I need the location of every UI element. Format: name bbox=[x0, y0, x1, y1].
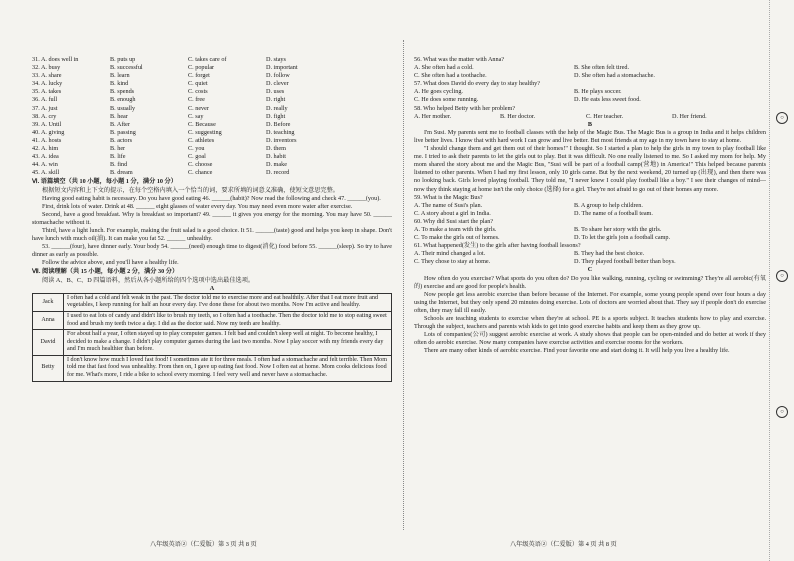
question-56-options: C. She often had a toothache. D. She often had a stomachache. bbox=[414, 72, 655, 80]
question-61: 61. What happened(发生) to the girls after having football lessons? bbox=[414, 242, 581, 250]
cloze-option: C. forget bbox=[188, 72, 210, 80]
cloze-option: B. successful bbox=[110, 64, 143, 72]
cloze-option: 37. A. just bbox=[32, 104, 58, 112]
cloze-option-row bbox=[32, 80, 392, 88]
cloze-option: B. dream bbox=[110, 169, 133, 177]
question-59-options: C. A story about a girl in India. D. The name of a football team. bbox=[414, 209, 653, 217]
cloze-option: B. spends bbox=[110, 88, 135, 96]
cloze-option: D. inventors bbox=[266, 136, 297, 144]
cloze-option: C. goal bbox=[188, 153, 206, 161]
cloze-option-row bbox=[32, 121, 392, 129]
binding-hole-marker: ○ bbox=[776, 270, 788, 282]
section-6-instructions: 根据短文内容和上下文的提示，在每个空格内填入一个恰当的词，要求所填的词意义准确，使短文意思完整。 bbox=[42, 186, 339, 194]
cloze-option-row bbox=[32, 56, 392, 64]
cloze-option-row bbox=[32, 129, 392, 137]
table-row bbox=[33, 293, 392, 311]
cloze-option-row bbox=[32, 145, 392, 153]
question-58: 58. Who helped Betty with her problem? bbox=[414, 104, 516, 112]
cloze-option: 39. A. Until bbox=[32, 120, 62, 128]
table-row bbox=[33, 330, 392, 356]
cloze-option: 32. A. busy bbox=[32, 64, 61, 72]
passage-b-label: B bbox=[587, 120, 593, 128]
question-59-options: A. The name of Susi's plan. B. A group to help children. bbox=[414, 201, 643, 209]
passage-c-paragraph: Now people get less aerobic exercise than before because of the Internet. For example, some young people spend over four hours a day using the Internet, but they only spend 20 minutes doing exercise. Lots of doctors are worried about that. They say if people don't do exercise often, they may fall ill easily. bbox=[414, 290, 766, 314]
cloze-option: D. fight bbox=[266, 112, 286, 120]
binding-hole-marker: ○ bbox=[776, 112, 788, 124]
cloze-option: C. say bbox=[188, 112, 204, 120]
binding-hole-marker: ○ bbox=[776, 406, 788, 418]
cloze-option: B. hear bbox=[110, 112, 128, 120]
cloze-option-row bbox=[32, 96, 392, 104]
passage-b-paragraph: "I should change them and get them out of their homes!" I thought. So I started a plan to help the girls in my town to play football like me. I tried to ask their parents to let the girls out to play. But it was difficult. No one really listened to me. So I asked my mom for help. My mom shared the story about me and the Magic Bus, "Susi will be part of a football camp(营地) in America!" This helped because parents listened to other parents. When I had my first lesson, only 10 girls came. But by the next weekend, 20 turned up (出现), and then there was no looking back. Girls loved playing football. They told me, "I never knew I could play football like a boy." I see their changes of mind—now they think staying at home isn't the only choice (选择) for a girl. They're not afraid to go out of their homes any more. bbox=[414, 145, 766, 193]
question-56: 56. What was the matter with Anna? bbox=[414, 56, 505, 63]
fill-in-paragraph: 53. ______(four), have dinner early. Your body 54. ______(need) enough time to digest(消化) food before 55. ______(sleep). So try to have dinner as early as possible. bbox=[32, 243, 392, 259]
passage-c-paragraph: Schools are teaching students to exercise when they're at school. PE is a sports subject. It teaches students how to play and exercise. Through the subject, teachers and parents wish kids to get into good exercise habits and keep them as they grow up. bbox=[414, 315, 766, 331]
cloze-options-list bbox=[32, 56, 392, 177]
cloze-option: C. choose bbox=[188, 161, 213, 169]
passage-a-label: A bbox=[209, 284, 215, 292]
question-61-options: C. They chose to stay at home. D. They played football better than boys. bbox=[414, 258, 676, 266]
cloze-option: 43. A. idea bbox=[32, 153, 59, 161]
passage-c-paragraph: There are many other kinds of aerobic exercise. Find your favorite one and start doing it. It will help you live a healthy life. bbox=[424, 347, 730, 355]
cloze-option: 35. A. takes bbox=[32, 88, 62, 96]
cloze-option: C. athletes bbox=[188, 136, 215, 144]
cloze-option-row bbox=[32, 137, 392, 145]
cloze-option: B. learn bbox=[110, 72, 130, 80]
cloze-option: B. actors bbox=[110, 136, 132, 144]
cloze-option-row bbox=[32, 105, 392, 113]
cloze-option: 38. A. cry bbox=[32, 112, 57, 120]
cloze-option: 33. A. share bbox=[32, 72, 62, 80]
left-column bbox=[32, 56, 392, 382]
cloze-option: B. usually bbox=[110, 104, 136, 112]
person-text-cell: I often had a cold and felt weak in the past. The doctor told me to exercise more and eat healthily. After that I eat more fruit and vegetables, I keep running for half an hour every day. I've done these for about two months. Now I'm active and healthy. bbox=[64, 293, 392, 311]
question-60: 60. Why did Susi start the plan? bbox=[414, 217, 494, 225]
passage-c-paragraph: Lots of companies(公司) suggest aerobic exercise at work. A study shows that people can be open-minded and do better at work if they often do aerobic exercise. Now many companies have exercise activities and exercise rooms for the workers. bbox=[414, 331, 766, 347]
cloze-option: D. them bbox=[266, 145, 286, 153]
right-column bbox=[414, 56, 766, 355]
cloze-option: 45. A. skill bbox=[32, 169, 60, 177]
question-59: 59. What is the Magic Bus? bbox=[414, 193, 483, 201]
question-60-options: A. To make a team with the girls. B. To share her story with the girls. bbox=[414, 225, 662, 233]
cloze-option: C. popular bbox=[188, 64, 215, 72]
cloze-option-row bbox=[32, 113, 392, 121]
cloze-option: B. puts up bbox=[110, 56, 136, 63]
cloze-option: C. costs bbox=[188, 88, 208, 96]
cloze-option: D. stays bbox=[266, 56, 286, 63]
person-text-cell: I don't know how much I loved fast food! I sometimes ate it for three meals. I often had a stomachache and felt terrible. Then Mom told me that fast food was unhealthy. From then on, I gave up eating fast food. Now I often eat at home. Mom cooks delicious food for me. What's more, I ride a bike to school every morning. I feel very well and never have a stomachache. bbox=[64, 355, 392, 381]
person-text-cell: For about half a year, I often stayed up to play computer games. I felt bad and couldn't sleep well at night. To become healthy, I decided to make a change. I didn't play computer games during the last two months. Now I play soccer with my friends every day and I'm much healthier than before. bbox=[64, 330, 392, 356]
question-60-options: C. To make the girls out of homes. D. To let the girls join a football camp. bbox=[414, 234, 671, 242]
cloze-option-row bbox=[32, 88, 392, 96]
cloze-option: D. record bbox=[266, 169, 290, 177]
cloze-option: C. free bbox=[188, 96, 205, 104]
cloze-option-row bbox=[32, 169, 392, 177]
cloze-option: C. Because bbox=[188, 120, 216, 128]
footer-left: 八年级英语②（仁爱版）第 3 页 共 8 页 bbox=[150, 541, 257, 548]
cloze-option: C. suggesting bbox=[188, 128, 222, 136]
cloze-option: 41. A. hosts bbox=[32, 136, 62, 144]
cloze-option: B. her bbox=[110, 145, 126, 153]
passage-c-label: C bbox=[587, 266, 593, 274]
cloze-option: C. takes care of bbox=[188, 56, 227, 63]
cloze-option: 40. A. giving bbox=[32, 128, 65, 136]
fill-in-paragraph: Follow the advice above, and you'll have a healthy life. bbox=[42, 259, 179, 267]
cloze-option: B. After bbox=[110, 120, 130, 128]
question-56-options: A. She often had a cold. B. She often felt tired. bbox=[414, 64, 629, 72]
footer-right: 八年级英语②（仁爱版）第 4 页 共 8 页 bbox=[510, 541, 617, 548]
fill-in-paragraph: First, drink lots of water. Drink at 48. ______ eight glasses of water every day. You may need even more water after exercise. bbox=[42, 202, 353, 210]
question-57-options: A. He goes cycling. B. He plays soccer. bbox=[414, 88, 622, 96]
passage-c-paragraph: How often do you exercise? What sports do you often do? Do you like walking, running, cycling or swimming? They're all aerobic(有氧的) exercise and are good for people's health. bbox=[414, 274, 766, 290]
cloze-option: B. enough bbox=[110, 96, 136, 104]
person-name-cell: David bbox=[33, 330, 64, 356]
cloze-option-row bbox=[32, 64, 392, 72]
cloze-option: C. chance bbox=[188, 169, 213, 177]
cloze-option: B. find bbox=[110, 161, 128, 169]
cloze-option-row bbox=[32, 72, 392, 80]
cloze-option: D. teaching bbox=[266, 128, 295, 136]
question-61-options: A. Their mind changed a lot. B. They had the best choice. bbox=[414, 250, 645, 258]
person-name-cell: Betty bbox=[33, 355, 64, 381]
cloze-option: C. you bbox=[188, 145, 205, 153]
fold-line bbox=[403, 40, 404, 530]
fill-in-paragraph: Second, have a good breakfast. Why is breakfast so important? 49. ______ it gives you energy for the morning. You may have 50. ______ stomachache without it. bbox=[32, 210, 392, 226]
cloze-option: D. important bbox=[266, 64, 298, 72]
cloze-option: B. passing bbox=[110, 128, 136, 136]
cloze-option: D. habit bbox=[266, 153, 286, 161]
question-57: 57. What does David do every day to stay healthy? bbox=[414, 80, 541, 88]
cloze-option-row bbox=[32, 153, 392, 161]
fill-in-paragraph: Third, have a light lunch. For example, making the fruit salad is a good choice. It 51. ______(taste) good and helps you keep in shape. Don't have lunch with much oil(油). It can make you fat 52. ______ unhealthy. bbox=[32, 226, 392, 243]
cloze-option: D. really bbox=[266, 104, 288, 112]
cloze-option: B. kind bbox=[110, 80, 129, 88]
cloze-option: C. never bbox=[188, 104, 209, 112]
cloze-option: D. right bbox=[266, 96, 286, 104]
cloze-option: C. quiet bbox=[188, 80, 208, 88]
person-name-cell: Jack bbox=[33, 293, 64, 311]
passage-b-paragraph: I'm Susi. My parents sent me to football classes with the help of the Magic Bus. The Magic Bus is a group in India and it helps children live better lives. I know that with hard work I can grow and live better. But most friends at my age in my town have to stay at home. bbox=[414, 128, 766, 144]
cloze-option: 44. A. win bbox=[32, 161, 58, 169]
fill-in-paragraph: Having good eating habit is necessary. Do you have good eating 46. ______(habit)? Now read the following and check 47. ______(you). bbox=[42, 194, 381, 202]
question-58-options: A. Her mother. B. Her doctor. C. Her teacher. D. Her friend. bbox=[414, 112, 707, 120]
cloze-option: D. uses bbox=[266, 88, 285, 96]
cloze-option-row bbox=[32, 161, 392, 169]
cloze-option: D. make bbox=[266, 161, 287, 169]
person-name-cell: Anna bbox=[33, 311, 64, 329]
cloze-option: D. clever bbox=[266, 80, 289, 88]
person-text-cell: I used to eat lots of candy and didn't like to brush my teeth, so I often had a toothache. Then the doctor told me to stop eating sweet food and brush my teeth twice a day. I did as the doctor said. Now my teeth are healthy. bbox=[64, 311, 392, 329]
section-6-title: Ⅵ. 语篇填空（共 10 小题，每小题 1 分，满分 10 分） bbox=[32, 178, 177, 186]
cloze-option: 42. A. him bbox=[32, 145, 59, 153]
cloze-option: D. Before bbox=[266, 120, 291, 128]
question-57-options: C. He does some running. D. He eats less sweet food. bbox=[414, 96, 641, 104]
section-7-instructions: 阅读 A、B、C、D 四篇语料，然后从各小题所给的四个选项中选出最佳选项。 bbox=[42, 276, 255, 284]
cloze-option: B. life bbox=[110, 153, 126, 161]
cloze-option: 34. A. lucky bbox=[32, 80, 63, 88]
section-7-title: Ⅶ. 阅读理解（共 15 小题，每小题 2 分，满分 30 分） bbox=[32, 268, 179, 276]
cloze-option: 31. A. does well in bbox=[32, 56, 79, 63]
passage-a-table bbox=[32, 293, 392, 382]
cloze-option: 36. A. full bbox=[32, 96, 58, 104]
section-6-passage bbox=[32, 195, 392, 268]
table-row bbox=[33, 355, 392, 381]
cloze-option: D. follow bbox=[266, 72, 290, 80]
table-row bbox=[33, 311, 392, 329]
